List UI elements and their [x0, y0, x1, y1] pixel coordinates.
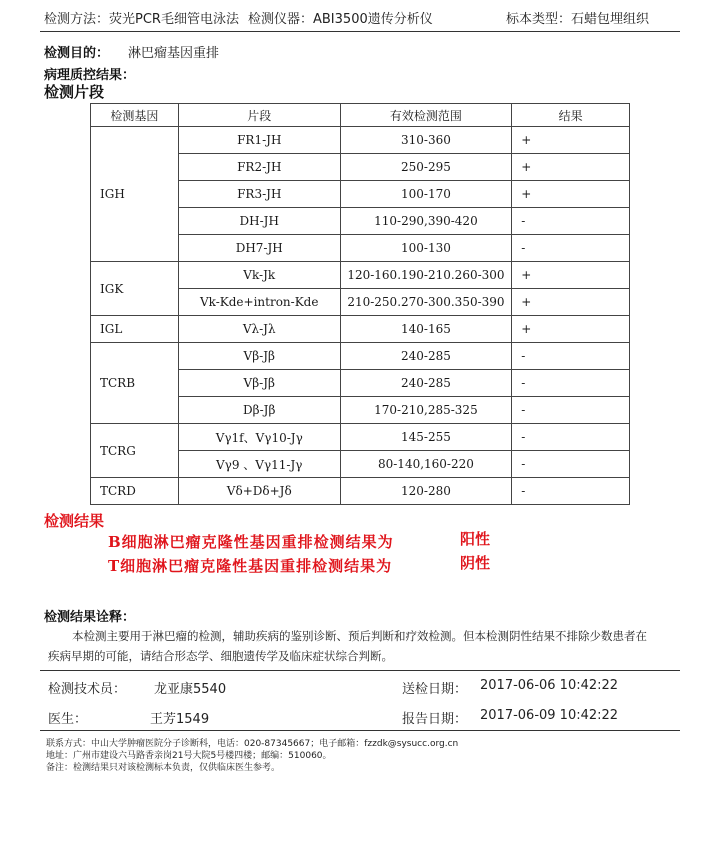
result-cell: + [512, 316, 630, 343]
purpose-label: 检测目的： [44, 46, 110, 61]
t-cell-result-value: 阴性 [460, 554, 491, 572]
result-cell: - [512, 235, 630, 262]
footer-divider [40, 730, 680, 731]
range-cell: 100-170 [340, 181, 512, 208]
segment-cell: Vβ-Jβ [178, 343, 340, 370]
segment-cell: Vγ1f、Vγ10-Jγ [178, 424, 340, 451]
col-gene-header: 检测基因 [91, 104, 179, 127]
b-cell-result-line: B细胞淋巴瘤克隆性基因重排检测结果为 [108, 533, 394, 551]
range-cell: 240-285 [340, 370, 512, 397]
result-cell: + [512, 181, 630, 208]
result-cell: - [512, 478, 630, 505]
segments-title: 检测片段 [44, 83, 105, 101]
result-cell: + [512, 127, 630, 154]
table-row [91, 343, 630, 370]
range-cell: 120-280 [340, 478, 512, 505]
range-cell: 120-160.190-210.260-300 [340, 262, 512, 289]
col-range-header: 有效检测范围 [340, 104, 512, 127]
signature-top-divider [40, 670, 680, 671]
gene-cell: IGL [91, 316, 179, 343]
segment-cell: Vβ-Jβ [178, 370, 340, 397]
footer-address: 地址：广州市建设六马路香亲岗21号大院5号楼四楼；邮编：510060。 [46, 751, 332, 761]
footer-note: 备注：检测结果只对该检测标本负责，仅供临床医生参考。 [46, 763, 281, 773]
result-cell: + [512, 154, 630, 181]
result-cell: + [512, 262, 630, 289]
gene-cell: IGH [91, 127, 179, 262]
report-date: 2017-06-09 10:42:22 [480, 708, 619, 723]
segment-cell: Dβ-Jβ [178, 397, 340, 424]
segment-cell: FR2-JH [178, 154, 340, 181]
segment-cell: FR1-JH [178, 127, 340, 154]
range-cell: 100-130 [340, 235, 512, 262]
range-cell: 240-285 [340, 343, 512, 370]
technician-label: 检测技术员： [48, 682, 127, 697]
test-method: 检测方法：荧光PCR毛细管电泳法 [44, 12, 239, 27]
footer-contact: 联系方式：中山大学肿瘤医院分子诊断科，电话：020-87345667；电子邮箱：fzzdk@sysucc.org.cn [46, 739, 459, 749]
qc-label: 病理质控结果： [44, 68, 136, 83]
test-instrument: 检测仪器：ABI3500遗传分析仪 [248, 12, 433, 27]
segment-cell: Vδ+Dδ+Jδ [178, 478, 340, 505]
t-cell-result-line: T细胞淋巴瘤克隆性基因重排检测结果为 [108, 557, 393, 575]
results-title: 检测结果 [44, 512, 105, 530]
col-segment-header: 片段 [178, 104, 340, 127]
col-result-header: 结果 [512, 104, 630, 127]
interpretation-text: 本检测主要用于淋巴瘤的检测，辅助疾病的鉴别诊断、预后判断和疗效检测。但本检测阴性结果不排除少数患者在疾病早期的可能，请结合形态学、细胞遗传学及临床症状综合判断。 [48, 629, 647, 663]
result-cell: - [512, 370, 630, 397]
range-cell: 110-290,390-420 [340, 208, 512, 235]
segment-cell: Vλ-Jλ [178, 316, 340, 343]
segment-cell: Vk-Kde+intron-Kde [178, 289, 340, 316]
interpretation-title: 检测结果诠释： [44, 610, 136, 625]
segment-cell: FR3-JH [178, 181, 340, 208]
gene-cell: TCRG [91, 424, 179, 478]
submit-date: 2017-06-06 10:42:22 [480, 678, 619, 693]
result-cell: - [512, 424, 630, 451]
table-row [91, 478, 630, 505]
doctor-name: 王芳1549 [150, 712, 210, 727]
range-cell: 80-140,160-220 [340, 451, 512, 478]
range-cell: 140-165 [340, 316, 512, 343]
gene-cell: TCRD [91, 478, 179, 505]
specimen-type: 标本类型：石蜡包埋组织 [506, 12, 650, 27]
table-row [91, 262, 630, 289]
purpose-value: 淋巴瘤基因重排 [128, 46, 220, 61]
segments-body [91, 127, 630, 505]
range-cell: 210-250.270-300.350-390 [340, 289, 512, 316]
segment-cell: Vk-Jk [178, 262, 340, 289]
result-cell: - [512, 343, 630, 370]
result-cell: + [512, 289, 630, 316]
result-cell: - [512, 397, 630, 424]
doctor-label: 医生： [48, 712, 88, 727]
technician-name: 龙亚康5540 [154, 682, 227, 697]
segment-cell: DH7-JH [178, 235, 340, 262]
table-row [91, 127, 630, 154]
result-cell: - [512, 451, 630, 478]
segment-cell: DH-JH [178, 208, 340, 235]
report-date-label: 报告日期： [402, 712, 468, 727]
range-cell: 170-210,285-325 [340, 397, 512, 424]
b-cell-result-value: 阳性 [460, 530, 491, 548]
segment-cell: Vγ9 、Vγ11-Jγ [178, 451, 340, 478]
table-header-row [91, 104, 630, 127]
table-row [91, 316, 630, 343]
range-cell: 145-255 [340, 424, 512, 451]
gene-cell: IGK [91, 262, 179, 316]
table-row [91, 424, 630, 451]
result-cell: - [512, 208, 630, 235]
range-cell: 310-360 [340, 127, 512, 154]
gene-cell: TCRB [91, 343, 179, 424]
segments-table [90, 103, 630, 505]
header-divider [40, 31, 680, 32]
range-cell: 250-295 [340, 154, 512, 181]
submit-date-label: 送检日期： [402, 682, 468, 697]
